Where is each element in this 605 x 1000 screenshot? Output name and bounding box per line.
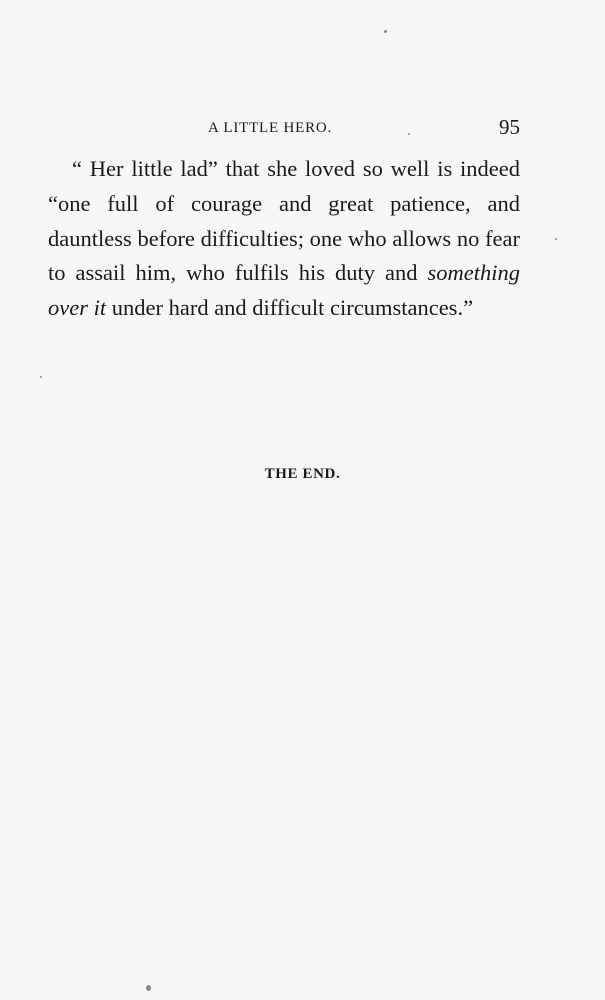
paper-speck (384, 30, 387, 33)
body-text (48, 152, 520, 326)
paper-speck (408, 133, 410, 135)
paper-speck (40, 376, 42, 378)
paragraph-text-2: under hard and difficult circumstances.” (106, 295, 474, 321)
paper-speck (555, 238, 557, 240)
emphasis-text: something over it (48, 260, 520, 321)
running-title: A LITTLE HERO. (208, 120, 333, 136)
running-header (48, 116, 520, 140)
paper-speck (146, 985, 151, 991)
page-number: 95 (499, 115, 520, 139)
the-end-label: THE END. (264, 466, 341, 482)
paragraph (48, 152, 520, 326)
paragraph-text-1: “ Her little lad” that she loved so well is indeed “one full of courage and great patience, and dauntless before difficulties; one who allows no fear to assail him, who fulfils his duty and (48, 156, 520, 286)
